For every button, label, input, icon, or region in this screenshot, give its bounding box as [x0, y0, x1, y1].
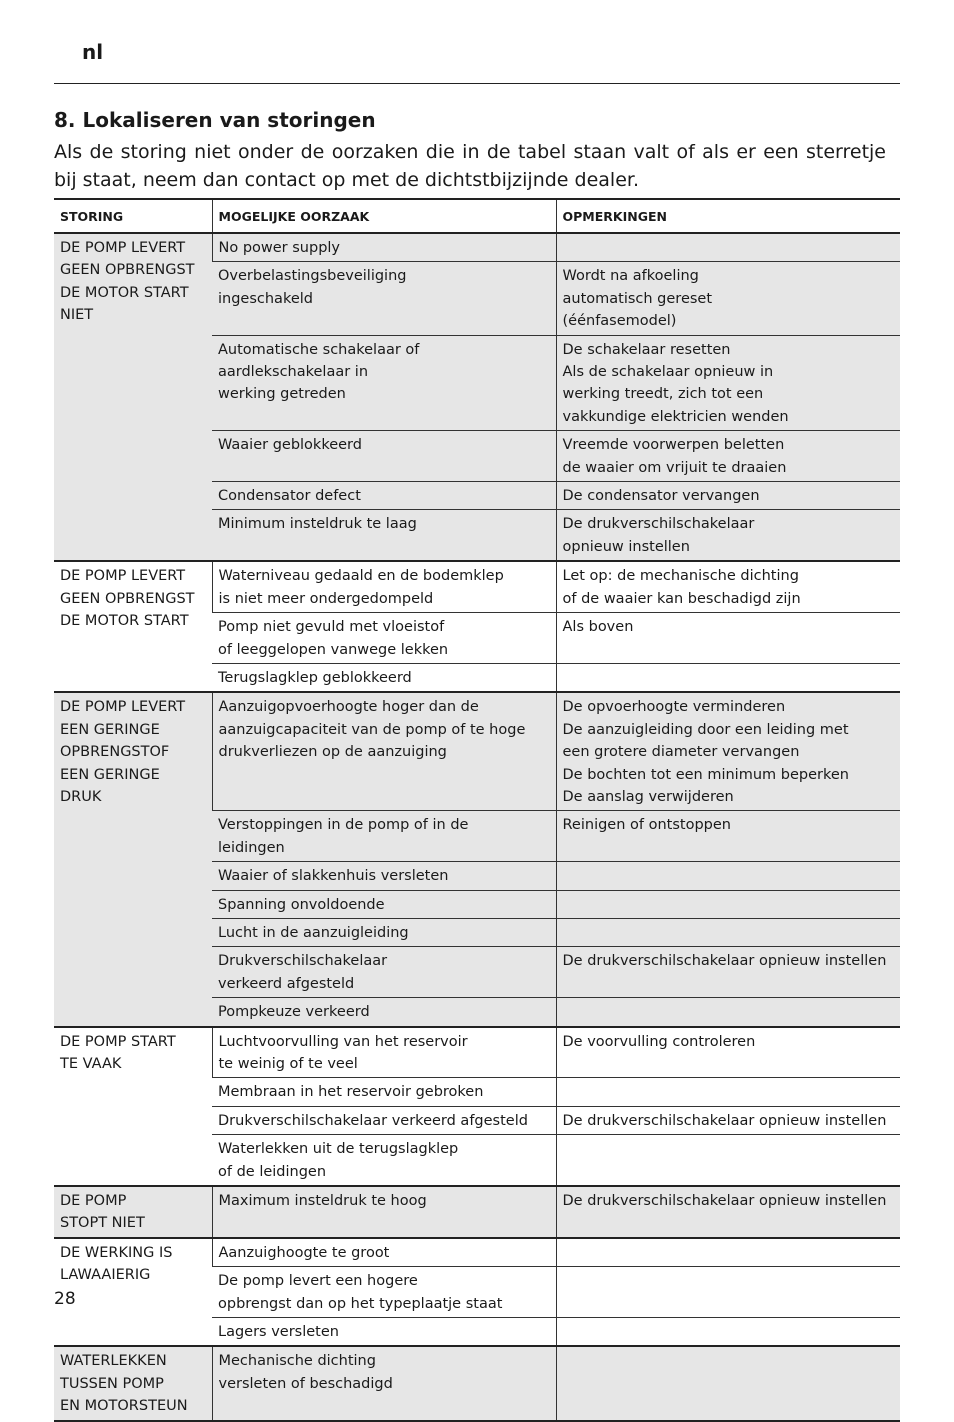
- remark-cell: De opvoerhoogte verminderen De aanzuigleiding door een leiding met een grotere diameter vervangen De bochten tot een minimum beperken De aanslag verwijderen: [556, 692, 900, 811]
- cause-cell: Mechanische dichting versleten of beschadigd: [212, 1346, 556, 1420]
- fault-group: [54, 1186, 900, 1238]
- remark-cell: De voorvulling controleren: [556, 1027, 900, 1078]
- remark-cell: Let op: de mechanische dichting of de waaier kan beschadigd zijn: [556, 561, 900, 612]
- remark-cell: [556, 862, 900, 890]
- remark-cell: [556, 663, 900, 692]
- cause-cell: Lagers versleten: [212, 1318, 556, 1347]
- table-row: [54, 561, 900, 612]
- table-header-row: [54, 199, 900, 233]
- cause-cell: No power supply: [212, 233, 556, 262]
- troubleshooting-table: [54, 198, 900, 1422]
- cause-cell: Waterniveau gedaald en de bodemklep is niet meer ondergedompeld: [212, 561, 556, 612]
- cause-cell: Lucht in de aanzuigleiding: [212, 918, 556, 946]
- fault-cell: DE POMP LEVERT GEEN OPBRENGST DE MOTOR START NIET: [54, 233, 212, 561]
- cause-cell: Overbelastingsbeveiliging ingeschakeld: [212, 262, 556, 335]
- remark-cell: [556, 1238, 900, 1267]
- cause-cell: Verstoppingen in de pomp of in de leidingen: [212, 811, 556, 862]
- language-code: nl: [82, 40, 104, 64]
- fault-group: [54, 1346, 900, 1420]
- table-row: [54, 1238, 900, 1267]
- column-header-cause: MOGELIJKE OORZAAK: [212, 199, 556, 233]
- cause-cell: Pomp niet gevuld met vloeistof of leeggelopen vanwege lekken: [212, 613, 556, 664]
- section-intro: Als de storing niet onder de oorzaken die in de tabel staan valt of als er een sterretje bij staat, neem dan contact op met de dichtstbijzijnde dealer.: [54, 141, 886, 191]
- cause-cell: Waaier of slakkenhuis versleten: [212, 862, 556, 890]
- remark-cell: [556, 1267, 900, 1318]
- table-row: [54, 1027, 900, 1078]
- remark-cell: Vreemde voorwerpen beletten de waaier om vrijuit te draaien: [556, 431, 900, 482]
- remark-cell: Wordt na afkoeling automatisch gereset (éénfasemodel): [556, 262, 900, 335]
- fault-cell: WATERLEKKEN TUSSEN POMP EN MOTORSTEUN: [54, 1346, 212, 1420]
- remark-cell: [556, 1318, 900, 1347]
- table-row: [54, 1186, 900, 1238]
- remark-cell: [556, 1135, 900, 1186]
- fault-cell: DE POMP START TE VAAK: [54, 1027, 212, 1186]
- fault-cell: DE WERKING IS LAWAAIERIG: [54, 1238, 212, 1347]
- cause-cell: Spanning onvoldoende: [212, 890, 556, 918]
- fault-group: [54, 1238, 900, 1347]
- remark-cell: Als boven: [556, 613, 900, 664]
- cause-cell: Terugslagklep geblokkeerd: [212, 663, 556, 692]
- cause-cell: Pompkeuze verkeerd: [212, 998, 556, 1027]
- fault-cell: DE POMP STOPT NIET: [54, 1186, 212, 1238]
- remark-cell: De schakelaar resetten Als de schakelaar opnieuw in werking treedt, zich tot een vakkundige elektricien wenden: [556, 335, 900, 431]
- cause-cell: Aanzuigopvoerhoogte hoger dan de aanzuigcapaciteit van de pomp of te hoge drukverliezen op de aanzuiging: [212, 692, 556, 811]
- header-divider: [54, 83, 900, 84]
- remark-cell: De drukverschilschakelaar opnieuw instellen: [556, 1106, 900, 1134]
- cause-cell: Waterlekken uit de terugslagklep of de leidingen: [212, 1135, 556, 1186]
- cause-cell: De pomp levert een hogere opbrengst dan op het typeplaatje staat: [212, 1267, 556, 1318]
- cause-cell: Aanzuighoogte te groot: [212, 1238, 556, 1267]
- remark-cell: De drukverschilschakelaar opnieuw instellen: [556, 510, 900, 561]
- cause-cell: Membraan in het reservoir gebroken: [212, 1078, 556, 1106]
- remark-cell: [556, 1078, 900, 1106]
- section-title: 8. Lokaliseren van storingen: [54, 108, 376, 132]
- cause-cell: Waaier geblokkeerd: [212, 431, 556, 482]
- remark-cell: [556, 998, 900, 1027]
- fault-cell: DE POMP LEVERT GEEN OPBRENGST DE MOTOR START: [54, 561, 212, 692]
- page-number: 28: [54, 1289, 76, 1309]
- column-header-fault: STORING: [54, 199, 212, 233]
- fault-group: [54, 561, 900, 692]
- remark-cell: [556, 918, 900, 946]
- cause-cell: Drukverschilschakelaar verkeerd afgesteld: [212, 947, 556, 998]
- table-row: [54, 233, 900, 262]
- fault-cell: DE POMP LEVERT EEN GERINGE OPBRENGSTOF EEN GERINGE DRUK: [54, 692, 212, 1026]
- remark-cell: De condensator vervangen: [556, 482, 900, 510]
- table-row: [54, 692, 900, 811]
- cause-cell: Maximum insteldruk te hoog: [212, 1186, 556, 1238]
- fault-group: [54, 233, 900, 561]
- cause-cell: Luchtvoorvulling van het reservoir te weinig of te veel: [212, 1027, 556, 1078]
- cause-cell: Automatische schakelaar of aardlekschakelaar in werking getreden: [212, 335, 556, 431]
- fault-group: [54, 692, 900, 1026]
- cause-cell: Condensator defect: [212, 482, 556, 510]
- cause-cell: Minimum insteldruk te laag: [212, 510, 556, 561]
- column-header-remarks: OPMERKINGEN: [556, 199, 900, 233]
- remark-cell: Reinigen of ontstoppen: [556, 811, 900, 862]
- table-row: [54, 1346, 900, 1420]
- remark-cell: [556, 1346, 900, 1420]
- remark-cell: [556, 890, 900, 918]
- remark-cell: De drukverschilschakelaar opnieuw instellen: [556, 1186, 900, 1238]
- remark-cell: De drukverschilschakelaar opnieuw instellen: [556, 947, 900, 998]
- fault-group: [54, 1027, 900, 1186]
- remark-cell: [556, 233, 900, 262]
- cause-cell: Drukverschilschakelaar verkeerd afgesteld: [212, 1106, 556, 1134]
